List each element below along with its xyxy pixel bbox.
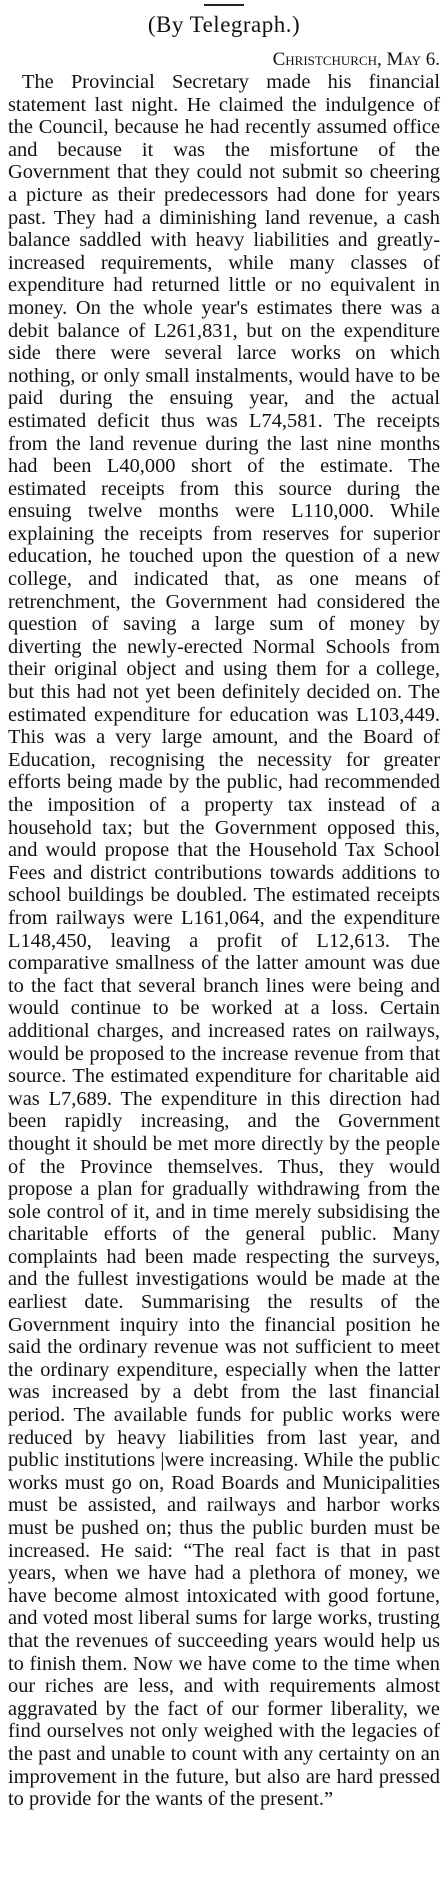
top-divider-rule <box>204 4 244 6</box>
article-body: The Provincial Secretary made his financial statement last night. He claimed the indulgence of the Council, because he had recently assumed office and because it was the misfortune of the Government that they could not submit so cheering a picture as their predecessors had done for years past. They had a diminishing land revenue, a cash balance saddled with heavy liabilities and greatly-increased requirements, while many classes of expenditure had returned little or no equivalent in money. On the whole year's estimates there was a debit balance of L261,831, but on the expenditure side there were several larce works on which nothing, or only small instalments, would have to be paid during the ensuing year, and the actual estimated deficit thus was L74,581. The receipts from the land revenue during the last nine months had been L40,000 short of the estimate. The estimated receipts from this source during the ensuing twelve months were L110,000. While explaining the receipts from reserves for superior education, he touched upon the question of a new college, and indicated that, as one means of retrenchment, the Government had considered the question of saving a large sum of money by diverting the newly-erected Normal Schools from their original object and using them for a college, but this had not yet been definitely decided on. The estimated expenditure for education was L103,449. This was a very large amount, and the Board of Education, recognising the necessity for greater efforts being made by the public, had recommended the imposition of a property tax instead of a household tax; but the Government opposed this, and would propose that the Household Tax School Fees and district contributions towards additions to school buildings be doubled. The estimated receipts from railways were L161,064, and the expenditure L148,450, leaving a profit of L12,613. The comparative smallness of the latter amount was due to the fact that several branch lines were being and would continue to be worked at a loss. Certain additional charges, and increased rates on railways, would be proposed to the increase revenue from that source. The estimated expenditure for charitable aid was L7,689. The expenditure in this direction had been rapidly increasing, and the Government thought it should be met more directly by the people of the Province themselves. Thus, they would propose a plan for gradually withdrawing from the sole control of it, and in time merely subsidising the charitable efforts of the general public. Many complaints had been made respecting the surveys, and the fullest investigations would be made at the earliest date. Summarising the results of the Government inquiry into the financial position he said the ordinary revenue was not sufficient to meet the ordinary expenditure, especially when the latter was increased by a debt from the last financial period. The available funds for public works were reduced by heavy liabilities from last year, and public institutions |were increasing. While the public works must go on, Road Boards and Municipalities must be assisted, and railways and harbor works must be pushed on; thus the public burden must be increased. He said: “The real fact is that in past years, when we have had a plethora of money, we have become almost intoxicated with good fortune, and voted most liberal sums for large works, trusting that the revenues of succeeding years would help us to finish them. Now we have come to the time when our riches are less, and with requirements almost aggravated by the fact of our former liberality, we find ourselves not only weighed with the legacies of the past and unable to count with any certainty on an improvement in the future, but also are hard pressed to provide for the wants of the present.” <box>8 71 440 1811</box>
article-dateline: Christchurch, May 6. <box>272 49 440 70</box>
article-heading: (By Telegraph.) <box>147 12 301 37</box>
